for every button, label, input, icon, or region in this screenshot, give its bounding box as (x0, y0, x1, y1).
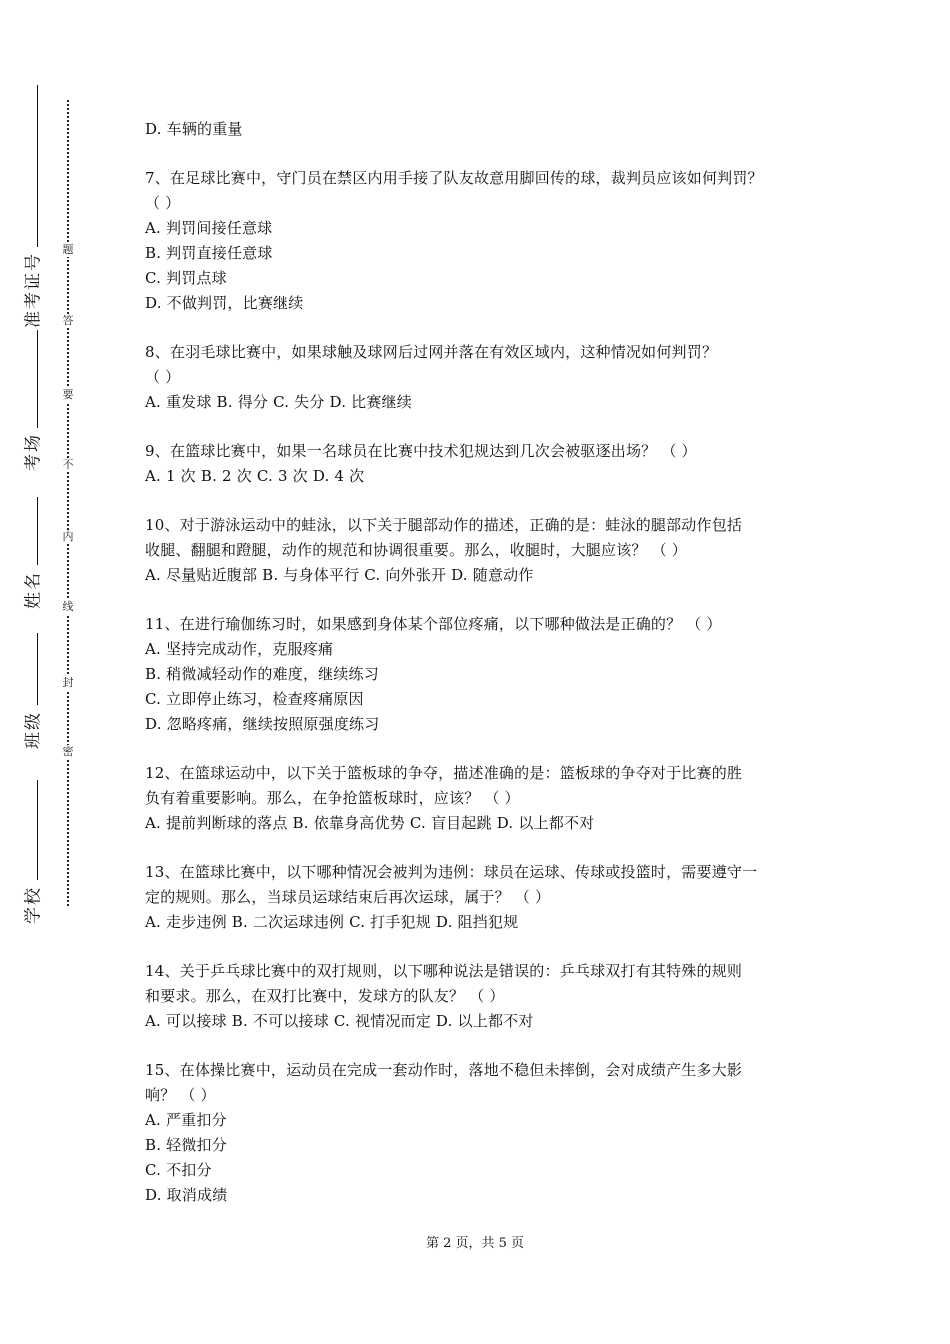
question-line: D. 忽略疼痛，继续按照原强度练习 (145, 715, 380, 733)
margin-line (37, 85, 38, 247)
question-line: C. 判罚点球 (145, 269, 227, 287)
question-line: 8、在羽毛球比赛中，如果球触及球网后过网并落在有效区域内，这种情况如何判罚？ (145, 343, 718, 361)
question-line: 13、在篮球比赛中，以下哪种情况会被判为违例：球员在运球、传球或投篮时，需要遵守一 (145, 863, 758, 881)
question-line: D. 车辆的重量 (145, 120, 243, 138)
margin-line (37, 780, 38, 880)
question-line: A. 提前判断球的落点 B. 依靠身高优势 C. 盲目起跳 D. 以上都不对 (145, 814, 595, 832)
question-block (145, 340, 817, 415)
question-line: A. 判罚间接任意球 (145, 219, 273, 237)
margin-line (37, 497, 38, 565)
question-line: 12、在篮球运动中，以下关于篮板球的争夺，描述准确的是：篮板球的争夺对于比赛的胜 (145, 764, 743, 782)
field-label: 号 证 考 准 (23, 254, 44, 328)
seal-char: 线 (60, 600, 76, 614)
question-line: 响？ （ ） (145, 1086, 216, 1104)
seal-char: 题 (60, 243, 76, 257)
question-block (145, 117, 817, 142)
question-line: A. 走步违例 B. 二次运球违例 C. 打手犯规 D. 阻挡犯规 (145, 913, 519, 931)
seal-char: 密 (60, 745, 76, 759)
question-line: C. 不扣分 (145, 1161, 212, 1179)
question-line: D. 取消成绩 (145, 1186, 228, 1204)
field-label: 名 姓 (23, 573, 44, 609)
question-line: A. 重发球 B. 得分 C. 失分 D. 比赛继续 (145, 393, 412, 411)
question-line: 和要求。那么，在双打比赛中，发球方的队友？ （ ） (145, 987, 505, 1005)
question-line: A. 1 次 B. 2 次 C. 3 次 D. 4 次 (145, 467, 365, 485)
question-line: 14、关于乒乓球比赛中的双打规则，以下哪种说法是错误的：乒乓球双打有其特殊的规则 (145, 962, 743, 980)
question-line: C. 立即停止练习，检查疼痛原因 (145, 690, 364, 708)
question-line: D. 不做判罚，比赛继续 (145, 294, 304, 312)
question-block (145, 439, 817, 489)
question-block (145, 166, 817, 316)
question-block (145, 612, 817, 737)
question-line: B. 判罚直接任意球 (145, 244, 273, 262)
question-block (145, 959, 817, 1034)
question-line: 收腿、翻腿和蹬腿，动作的规范和协调很重要。那么，收腿时，大腿应该？ （ ） (145, 541, 687, 559)
field-label: 场 考 (23, 435, 44, 471)
binding-margin (0, 0, 120, 1344)
question-line: （ ） (145, 368, 181, 386)
seal-char: 要 (60, 388, 76, 402)
question-line: 15、在体操比赛中，运动员在完成一套动作时，落地不稳但未摔倒，会对成绩产生多大影 (145, 1061, 743, 1079)
field-label: 级 班 (23, 713, 44, 749)
question-block (145, 860, 817, 935)
question-block (145, 761, 817, 836)
question-line: A. 可以接球 B. 不可以接球 C. 视情况而定 D. 以上都不对 (145, 1012, 534, 1030)
seal-char: 不 (60, 458, 76, 472)
question-line: B. 稍微减轻动作的难度，继续练习 (145, 665, 379, 683)
question-list (145, 117, 817, 1232)
seal-char: 内 (60, 530, 76, 544)
margin-line (37, 633, 38, 705)
question-line: B. 轻微扣分 (145, 1136, 227, 1154)
question-line: A. 严重扣分 (145, 1111, 227, 1129)
question-line: 定的规则。那么，当球员运球结束后再次运球，属于？ （ ） (145, 888, 551, 906)
page-footer: 第 2 页，共 5 页 (425, 1236, 525, 1251)
question-block (145, 1058, 817, 1208)
seal-dotted-line (67, 100, 69, 906)
question-line: 9、在篮球比赛中，如果一名球员在比赛中技术犯规达到几次会被驱逐出场？ （ ） (145, 442, 697, 460)
question-line: 11、在进行瑜伽练习时，如果感到身体某个部位疼痛，以下哪种做法是正确的？ （ ） (145, 615, 722, 633)
margin-line (37, 330, 38, 428)
question-line: A. 坚持完成动作，克服疼痛 (145, 640, 334, 658)
question-line: （ ） (145, 194, 181, 212)
seal-char: 答 (60, 314, 76, 328)
field-label: 校 学 (23, 888, 44, 924)
seal-char: 封 (60, 676, 76, 690)
question-line: 负有着重要影响。那么，在争抢篮板球时，应该？ （ ） (145, 789, 520, 807)
question-line: 7、在足球比赛中，守门员在禁区内用手接了队友故意用脚回传的球，裁判员应该如何判罚？ (145, 169, 763, 187)
question-line: 10、对于游泳运动中的蛙泳，以下关于腿部动作的描述，正确的是：蛙泳的腿部动作包括 (145, 516, 743, 534)
question-block (145, 513, 817, 588)
question-line: A. 尽量贴近腹部 B. 与身体平行 C. 向外张开 D. 随意动作 (145, 566, 534, 584)
